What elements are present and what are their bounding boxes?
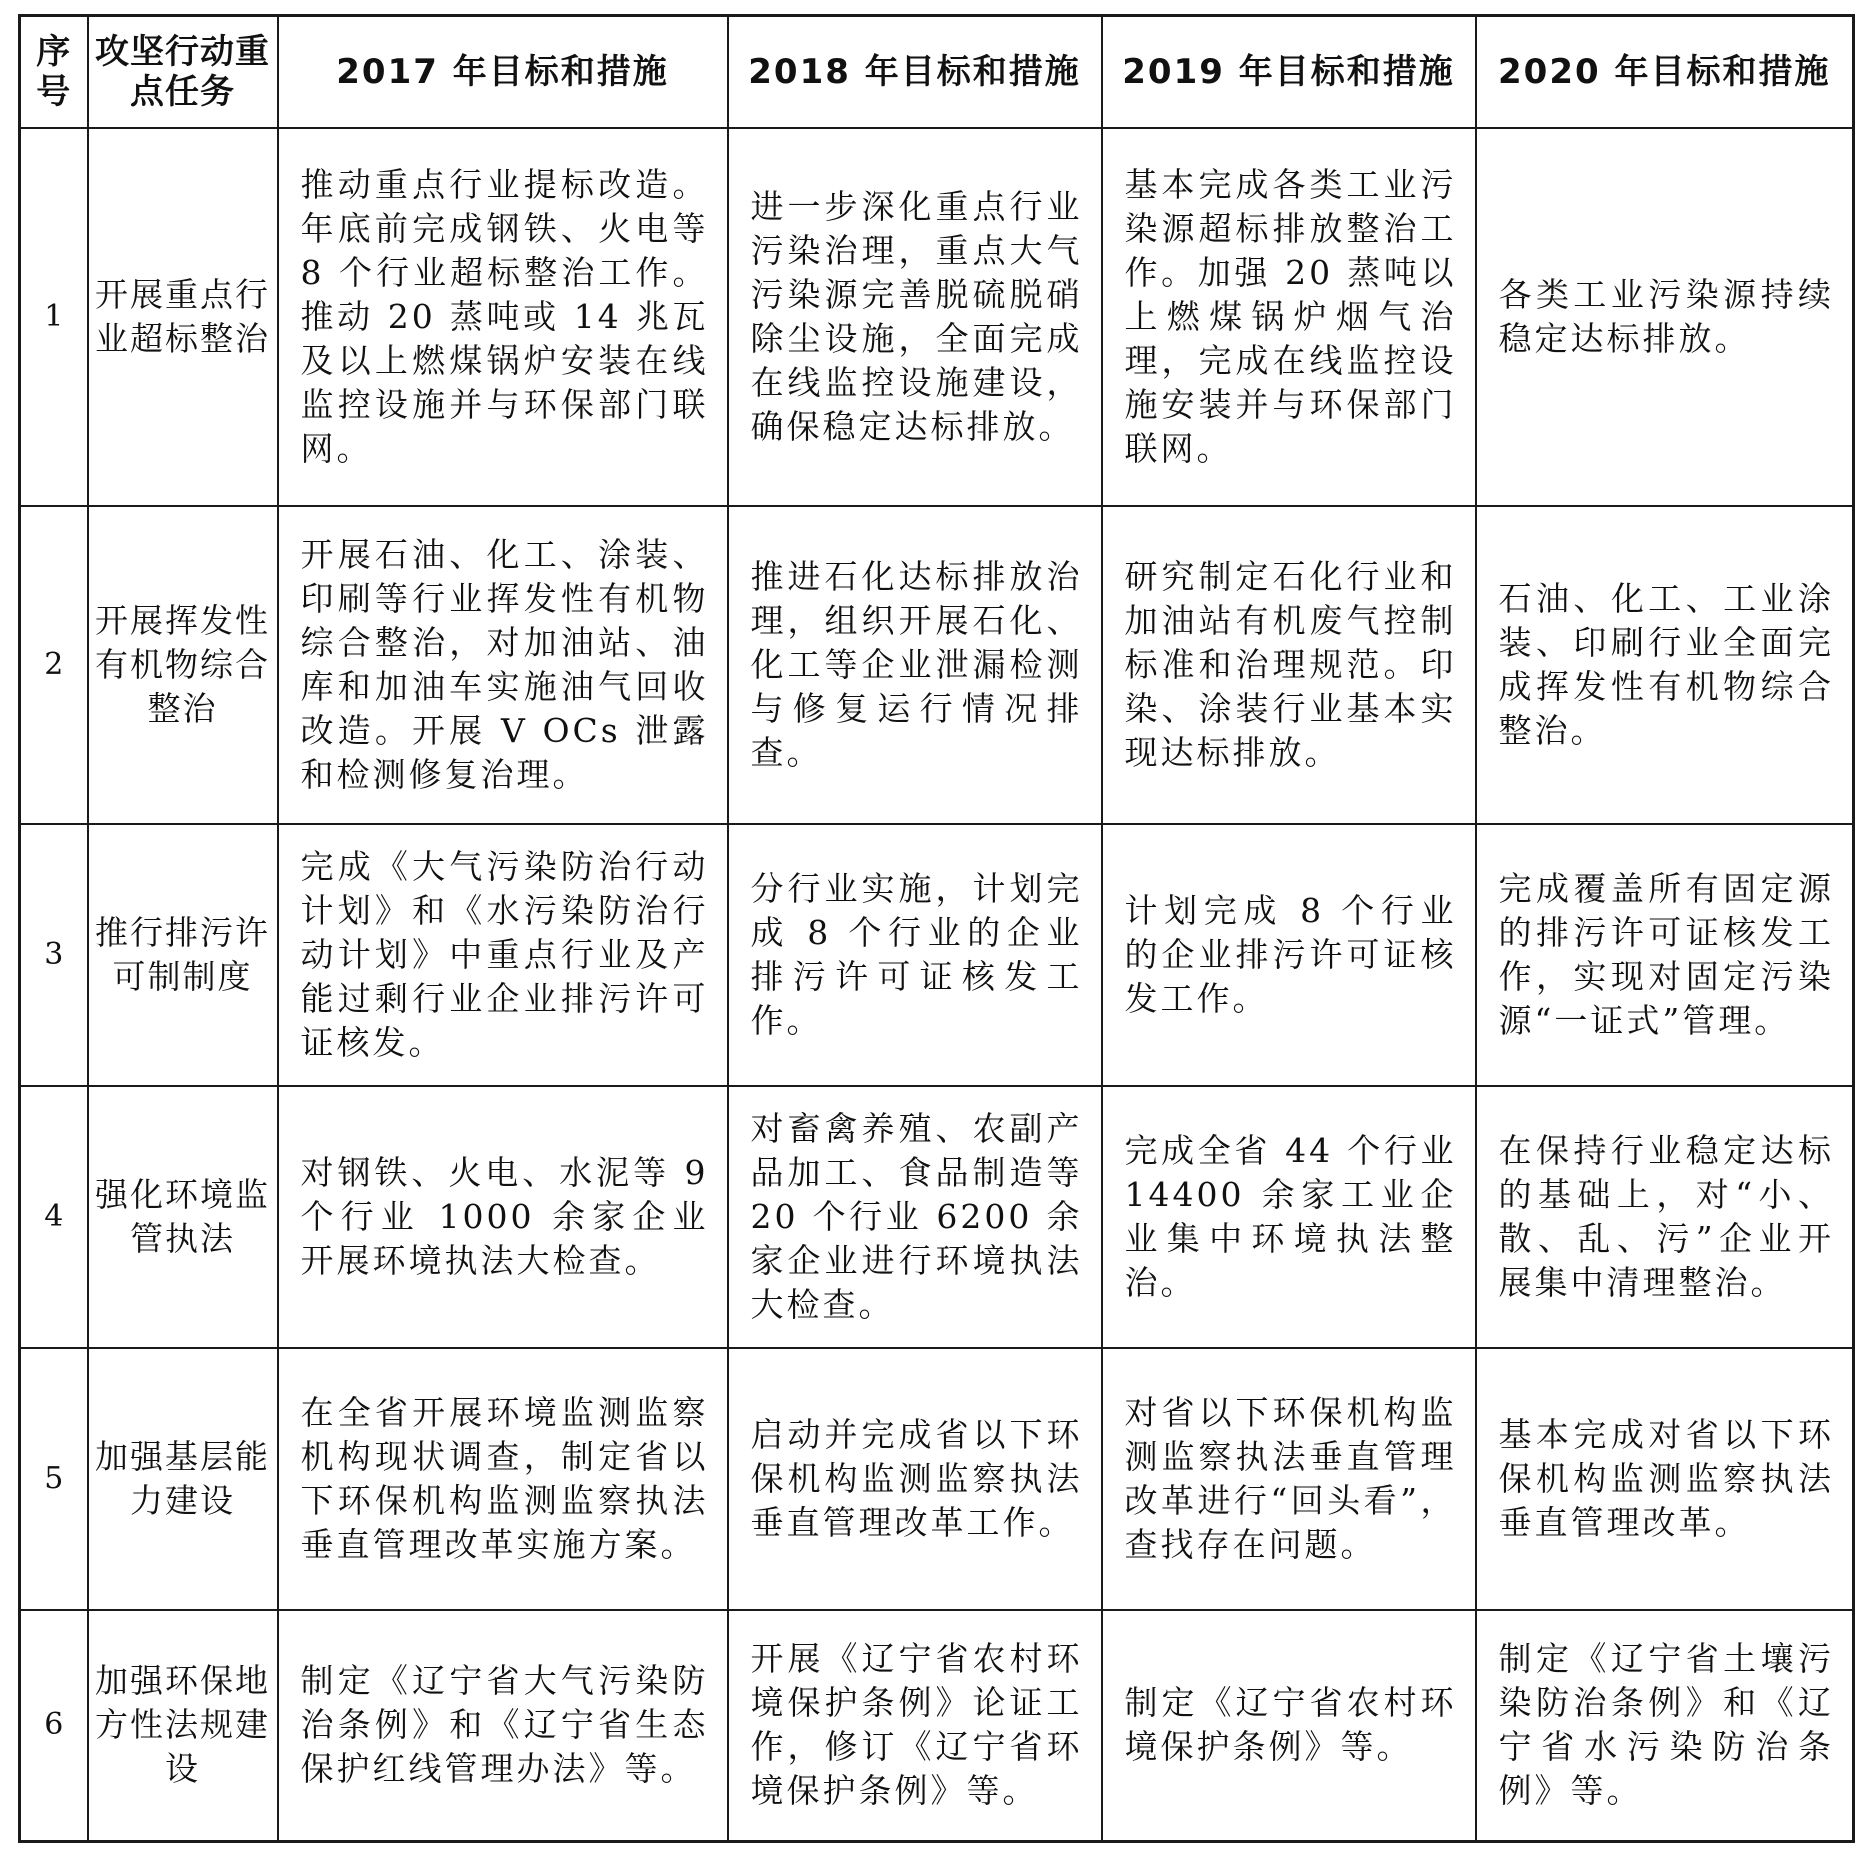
cell-2019: 研究制定石化行业和加油站有机废气控制标准和治理规范。印染、涂装行业基本实现达标排放。 [1102,506,1476,824]
header-2017: 2017 年目标和措施 [278,16,728,128]
row-task: 强化环境监管执法 [88,1086,278,1348]
row-index: 6 [20,1610,88,1842]
cell-2018: 对畜禽养殖、农副产品加工、食品制造等 20 个行业 6200 余家企业进行环境执法大检查。 [728,1086,1102,1348]
cell-2019: 完成全省 44 个行业 14400 余家工业企业集中环境执法整治。 [1102,1086,1476,1348]
table-row [20,506,1854,824]
row-task: 开展重点行业超标整治 [88,128,278,506]
cell-2017: 制定《辽宁省大气污染防治条例》和《辽宁省生态保护红线管理办法》等。 [278,1610,728,1842]
cell-2018: 进一步深化重点行业污染治理，重点大气污染源完善脱硫脱硝除尘设施，全面完成在线监控设施建设，确保稳定达标排放。 [728,128,1102,506]
table-row [20,824,1854,1086]
measures-table [18,14,1855,1843]
table-row [20,1348,1854,1610]
cell-2019: 计划完成 8 个行业的企业排污许可证核发工作。 [1102,824,1476,1086]
cell-2018: 启动并完成省以下环保机构监测监察执法垂直管理改革工作。 [728,1348,1102,1610]
cell-2020: 各类工业污染源持续稳定达标排放。 [1476,128,1854,506]
row-task: 加强环保地方性法规建设 [88,1610,278,1842]
header-2019: 2019 年目标和措施 [1102,16,1476,128]
row-task: 开展挥发性有机物综合整治 [88,506,278,824]
cell-2020: 石油、化工、工业涂装、印刷行业全面完成挥发性有机物综合整治。 [1476,506,1854,824]
cell-2017: 完成《大气污染防治行动计划》和《水污染防治行动计划》中重点行业及产能过剩行业企业排污许可证核发。 [278,824,728,1086]
header-task: 攻坚行动重点任务 [88,16,278,128]
table-row [20,1610,1854,1842]
cell-2020: 完成覆盖所有固定源的排污许可证核发工作，实现对固定污染源“一证式”管理。 [1476,824,1854,1086]
cell-2017: 推动重点行业提标改造。年底前完成钢铁、火电等 8 个行业超标整治工作。推动 20 蒸吨或 14 兆瓦及以上燃煤锅炉安装在线监控设施并与环保部门联网。 [278,128,728,506]
header-index: 序号 [20,16,88,128]
table-row [20,128,1854,506]
row-task: 加强基层能力建设 [88,1348,278,1610]
header-2020: 2020 年目标和措施 [1476,16,1854,128]
cell-2017: 对钢铁、火电、水泥等 9 个行业 1000 余家企业开展环境执法大检查。 [278,1086,728,1348]
header-2018: 2018 年目标和措施 [728,16,1102,128]
cell-2017: 在全省开展环境监测监察机构现状调查，制定省以下环保机构监测监察执法垂直管理改革实施方案。 [278,1348,728,1610]
table-row [20,1086,1854,1348]
cell-2020: 制定《辽宁省土壤污染防治条例》和《辽宁省水污染防治条例》等。 [1476,1610,1854,1842]
cell-2018: 开展《辽宁省农村环境保护条例》论证工作，修订《辽宁省环境保护条例》等。 [728,1610,1102,1842]
row-index: 2 [20,506,88,824]
cell-2020: 在保持行业稳定达标的基础上，对“小、散、乱、污”企业开展集中清理整治。 [1476,1086,1854,1348]
row-index: 4 [20,1086,88,1348]
row-index: 5 [20,1348,88,1610]
row-index: 1 [20,128,88,506]
header-row [20,16,1854,128]
row-index: 3 [20,824,88,1086]
cell-2017: 开展石油、化工、涂装、印刷等行业挥发性有机物综合整治，对加油站、油库和加油车实施油气回收改造。开展 V OCs 泄露和检测修复治理。 [278,506,728,824]
cell-2019: 基本完成各类工业污染源超标排放整治工作。加强 20 蒸吨以上燃煤锅炉烟气治理，完成在线监控设施安装并与环保部门联网。 [1102,128,1476,506]
cell-2019: 制定《辽宁省农村环境保护条例》等。 [1102,1610,1476,1842]
cell-2018: 分行业实施，计划完成 8 个行业的企业排污许可证核发工作。 [728,824,1102,1086]
row-task: 推行排污许可制制度 [88,824,278,1086]
cell-2020: 基本完成对省以下环保机构监测监察执法垂直管理改革。 [1476,1348,1854,1610]
cell-2018: 推进石化达标排放治理，组织开展石化、化工等企业泄漏检测与修复运行情况排查。 [728,506,1102,824]
cell-2019: 对省以下环保机构监测监察执法垂直管理改革进行“回头看”，查找存在问题。 [1102,1348,1476,1610]
